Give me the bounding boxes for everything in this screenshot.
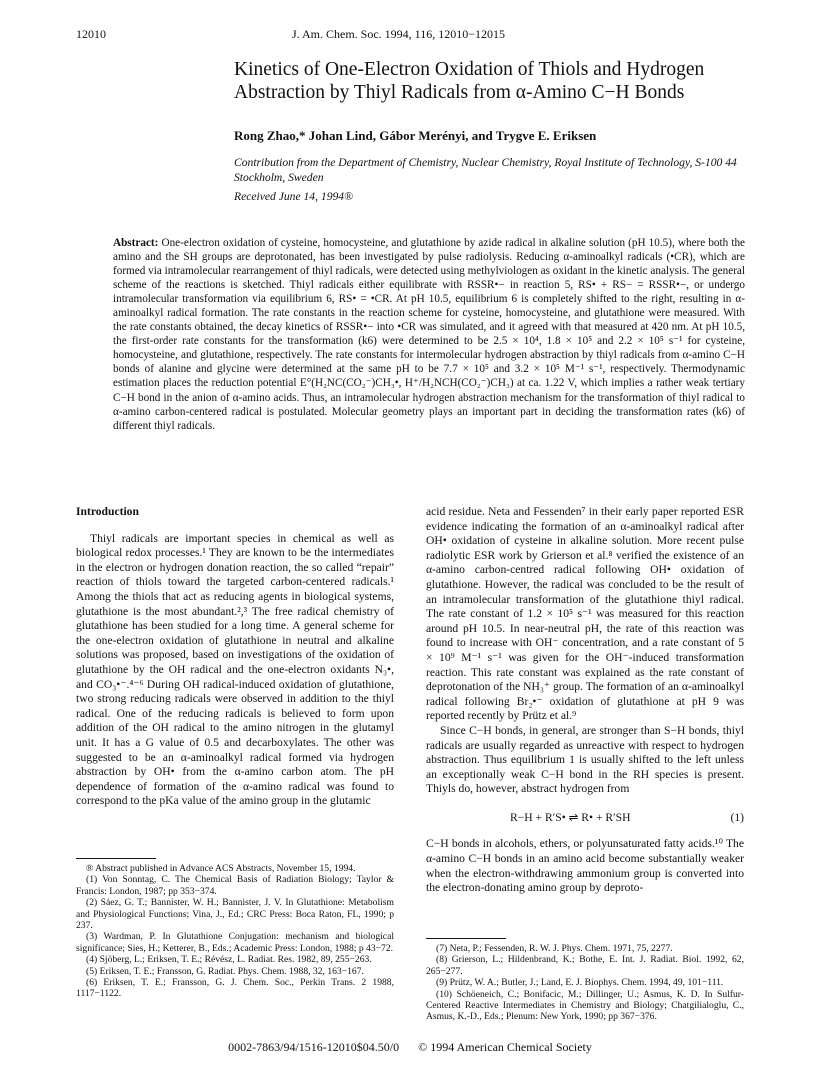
footnote: (2) Sáez, G. T.; Bannister, W. H.; Bannister, J. V. In Glutathione: Metabolism and Physiological Functions; Vina, J., Ed.; CRC Press: Boca Raton, FL, 1990; p 237. — [76, 897, 394, 932]
page-footer — [0, 1040, 820, 1055]
paragraph: acid residue. Neta and Fessenden⁷ in their early paper reported ESR evidence indicating the formation of an α-aminoalkyl radical after OH• oxidation of cysteine in alkaline solution. More recent pulse radiolytic ESR work by Grierson et al.⁸ verified the existence of an α-amino carbon-centred radical following OH• oxidation of glutathione. However, the radical was concluded to be the result of an intramolecular transformation of the glutathione thiyl radical. The rate constant of 1.2 × 10⁵ s⁻¹ was measured for this reaction around pH 10.5. In near-neutral pH, the rate of this reaction was found to increase with OH⁻ concentration, and a rate constant of 5 × 10⁹ M⁻¹ s⁻¹ was given for the OH⁻-induced transformation reaction. This rate constant was explained as the rate constant of deprotonation of the NH₃⁺ group. The formation of an α-aminoalkyl radical following Br₂•⁻ oxidation of glutathione at pH 9 was reported recently by Prütz et al.⁹ — [426, 505, 744, 723]
paragraph: Thiyl radicals are important species in chemical as well as biological redox processes.¹ They are known to be the intermediates in the electron or hydrogen donation reaction, the so called “repair” reaction of thiols toward the targeted carbon-centered radicals.¹ Among the thiols that act as reducing agents in biological systems, glutathione is the most abundant.²,³ The free radical chemistry of glutathione has been studied for a long time. A general scheme for the one-electron oxidation of glutathione in neutral and alkaline solutions was proposed, based on investigations of the oxidation of glutathione by the OH radical and the one-electron oxidants N₃•, and CO₃•⁻.⁴⁻⁶ During OH radical-induced oxidation of glutathione, two strong reducing radicals were observed in addition to the thiyl radical. One of the reducing radicals is believed to form upon addition of the OH radical to the amino nitrogen in the glutamyl unit. It has a G value of 0.5 and decarboxylates. The other was suggested to be an α-aminoalkyl radical formed via hydrogen abstraction by OH• from the α-amino carbon atom. The pH dependence of formation of the α-amino radical was found to correspond to the pKa value of the amino group in the glutamic — [76, 531, 394, 808]
footnote: ® Abstract published in Advance ACS Abstracts, November 15, 1994. — [86, 863, 356, 874]
footnote: (10) Schöeneich, C.; Bonifacic, M.; Dillinger, U.; Asmus, K. D. In Sulfur-Centered Reactive Intermediates in Chemistry and Biology; Chatgilialoglu, C., Asmus, K.-D., Eds.; Plenum: New York, 1990; pp 367−376. — [426, 988, 744, 1023]
footnote: (4) Sjöberg, L.; Eriksen, T. E.; Révész, L. Radiat. Res. 1982, 89, 255−263. — [86, 954, 372, 966]
paragraph: C−H bonds in alcohols, ethers, or polyunsaturated fatty acids.¹⁰ The α-amino C−H bonds in an amino acid become substantially weaker when the electron-withdrawing ammonium group is converted into the electron-donating amino group by deproto- — [426, 837, 744, 895]
footnote-rule — [426, 938, 506, 939]
section-heading: Introduction — [76, 505, 139, 518]
equation-number: (1) — [730, 810, 744, 824]
abstract — [113, 236, 745, 433]
footnotes-right — [426, 943, 744, 1023]
equation — [426, 811, 744, 826]
footnotes-left — [76, 863, 394, 1000]
footnote: (1) Von Sonntag, C. The Chemical Basis of Radiation Biology; Taylor & Francis: London, 1987; pp 353−374. — [76, 874, 394, 897]
right-column — [426, 505, 744, 896]
footnote: (7) Neta, P.; Fessenden, R. W. J. Phys. Chem. 1971, 75, 2277. — [436, 943, 673, 954]
left-column — [76, 505, 394, 809]
footnote: (8) Grierson, L.; Hildenbrand, K.; Bothe, E. Int. J. Radiat. Biol. 1992, 62, 265−277. — [426, 954, 744, 977]
copyright: © 1994 American Chemical Society — [418, 1040, 592, 1054]
footnote: (6) Eriksen, T. E.; Fransson, G. J. Chem. Soc., Perkin Trans. 2 1988, 1117−1122. — [76, 977, 394, 1000]
abstract-text: One-electron oxidation of cysteine, homocysteine, and glutathione by azide radical in alkaline solution (pH 10.5), where both the amino and the SH groups are deprotonated, has been investigated by pulse radiolysis. Reducing α-aminoalkyl radicals (•CR), which are formed via intramolecular rearrangement of thiyl radicals, were detected using methylviologen as oxidant in the kinetic analysis. The general scheme of the reactions is sketched. Thiyl radicals either equilibrate with RSSR•− in reaction 5, RS• + RS− = RSSR•−, or undergo intramolecular transformation via equilibrium 6, RS• = •CR. At pH 10.5, equilibrium 6 is completely shifted to the right, resulting in α-aminoalkyl radical formation. The rate constants in the reaction scheme for cysteine, homocysteine, and glutathione were measured. With the rate constants obtained, the decay kinetics of RSSR•− into •CR was simulated, and it agreed with that measured at 420 nm. At pH 10.5, the first-order rate constants for the transformation (k6) were determined to be 2.5 × 10⁴, 1.8 × 10⁵ and 2.2 × 10⁵ s⁻¹ for cysteine, homocysteine, and glutathione, respectively. The rate constants for intermolecular hydrogen abstraction by thiyl radicals from α-amino C−H bonds of alanine and glycine were determined at the same pH to be 7.7 × 10⁵ and 3.2 × 10⁵ M⁻¹ s⁻¹, respectively. Thermodynamic estimation places the reduction potential E°(H₂NC(CO₂⁻)CH₃•, H⁺/H₂NCH(CO₂⁻)CH₃) at ca. 1.22 V, which implies a rather weak tertiary C−H bond in the anion of α-amino acids. Thus, an intramolecular hydrogen abstraction mechanism for the transformation of thiyl radical to α-amino carbon-centered radical is postulated. Molecular geometry plays an important part in deciding the transformation rates (k6) of different thiyl radicals. — [113, 237, 746, 432]
footnote: (5) Eriksen, T. E.; Fransson, G. Radiat. Phys. Chem. 1988, 32, 163−167. — [86, 965, 364, 977]
paragraph: Since C−H bonds, in general, are stronger than S−H bonds, thiyl radicals are usually regarded as unreactive with respect to hydrogen abstraction. Thus equilibrium 1 is usually shifted to the left unless an exceptionally weak C−H bond in the RH species is present. Thiyls do, however, abstract hydrogen from — [426, 723, 744, 796]
footnote: (9) Prütz, W. A.; Butler, J.; Land, E. J. Biophys. Chem. 1994, 49, 101−111. — [436, 977, 724, 989]
footnote: (3) Wardman, P. In Glutathione Conjugation: mechanism and biological significance; Sies, H.; Ketterer, B., Eds.; Academic Press: London, 1988; p 43−72. — [76, 931, 394, 954]
page-number: 12010 — [76, 27, 106, 41]
affiliation: Contribution from the Department of Chemistry, Nuclear Chemistry, Royal Institute of Technology, S-100 44 Stockholm, Sweden — [234, 156, 737, 184]
received-date: Received June 14, 1994® — [234, 190, 353, 203]
article-code: 0002-7863/94/1516-12010$04.50/0 — [228, 1040, 400, 1054]
article-title: Kinetics of One-Electron Oxidation of Thiols and Hydrogen Abstraction by Thiyl Radicals from α-Amino C−H Bonds — [234, 59, 705, 103]
footnote-rule — [76, 858, 156, 859]
equation-body: R−H + R′S• ⇌ R• + R′SH — [510, 810, 631, 824]
journal-citation: J. Am. Chem. Soc. 1994, 116, 12010−12015 — [292, 27, 505, 41]
author-list: Rong Zhao,* Johan Lind, Gábor Merényi, and Trygve E. Eriksen — [234, 128, 597, 143]
abstract-label: Abstract: — [113, 237, 159, 249]
